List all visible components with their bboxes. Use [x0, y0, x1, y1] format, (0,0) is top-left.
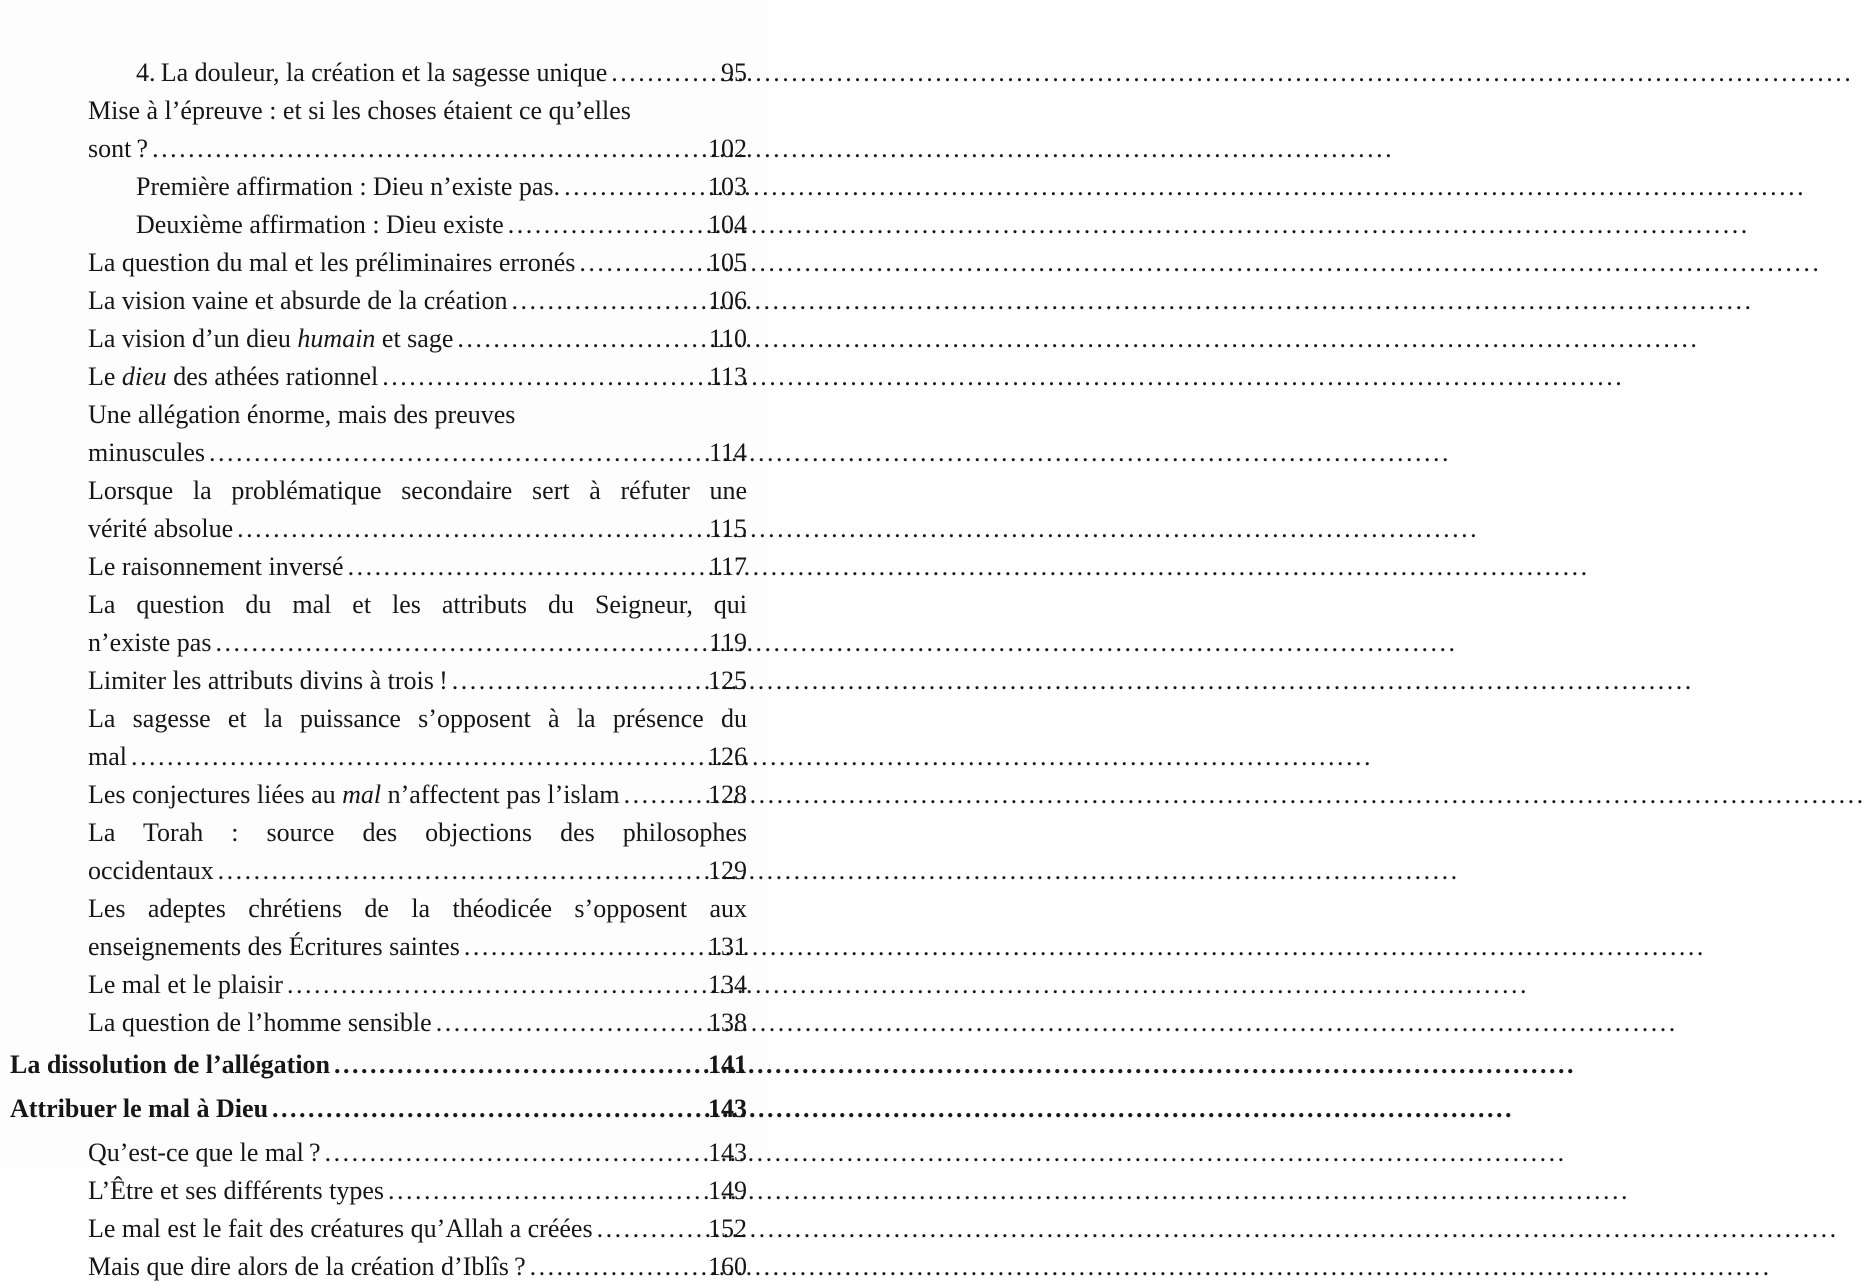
- page-number: 134: [708, 970, 747, 999]
- dot-leader: [564, 168, 708, 206]
- toc-entry-line: [88, 852, 747, 890]
- toc-entry-text: [88, 852, 214, 890]
- toc-entry-line: [88, 358, 747, 396]
- page-number: 95: [721, 58, 747, 87]
- toc-entry-text: [88, 400, 515, 429]
- page-number: 152: [708, 1214, 747, 1243]
- toc-entry: [88, 966, 747, 1004]
- toc-entry-line: [136, 206, 747, 244]
- dot-leader: [131, 738, 708, 776]
- page-number: 105: [708, 248, 747, 277]
- toc-entry: [88, 1248, 747, 1286]
- toc-entry-text-segment: Lorsque la problématique secondaire sert à réfuter une: [88, 476, 747, 505]
- toc-entry: [88, 358, 747, 396]
- toc-entry-text-segment: La Torah : source des objections des philosophes: [88, 818, 747, 847]
- toc-entry-text: [88, 1004, 432, 1042]
- page-number: 106: [708, 286, 747, 315]
- dot-leader: [209, 434, 709, 472]
- dot-leader: [530, 1248, 708, 1286]
- toc-entry-text-segment: La question du mal et les attributs du Seigneur, qui: [88, 590, 747, 619]
- toc-entry-text-italic: dieu: [121, 362, 167, 391]
- dot-leader: [325, 1134, 708, 1172]
- toc-entry-text-segment: vérité absolue: [88, 514, 234, 543]
- toc-entry-line: [10, 1046, 747, 1084]
- dot-leader: [382, 358, 709, 396]
- page-number: 117: [708, 552, 747, 581]
- toc-entry-text: [88, 96, 631, 125]
- dot-leader: [508, 206, 708, 244]
- toc-entry: [88, 282, 747, 320]
- dot-leader: [348, 548, 709, 586]
- dot-leader: [436, 1004, 708, 1042]
- toc-entry-text-segment: Limiter les attributs divins à trois !: [88, 666, 448, 695]
- toc-entry-text: [88, 738, 127, 776]
- page-number: 138: [708, 1008, 747, 1037]
- toc-entry-text-segment: n’affectent pas l’islam: [381, 780, 620, 809]
- toc-entry-text: [136, 206, 504, 244]
- page-number: 119: [708, 628, 747, 657]
- page-number: 128: [708, 780, 747, 809]
- toc-entry-text: [88, 1210, 593, 1248]
- toc-entry-text: [88, 244, 575, 282]
- toc-entry-line: [88, 434, 747, 472]
- toc-entry-line: [88, 776, 747, 814]
- toc-entry: [136, 54, 747, 92]
- dot-leader: [215, 624, 708, 662]
- toc-entry-text-segment: Le: [88, 362, 122, 391]
- toc-entry-text-segment: Attribuer le mal à Dieu: [10, 1094, 269, 1123]
- dot-leader: [388, 1172, 708, 1210]
- toc-entry-text-segment: minuscules: [88, 438, 205, 467]
- page-number: 126: [708, 742, 747, 771]
- dot-leader: [237, 510, 709, 548]
- toc-entry-text-segment: Les adeptes chrétiens de la théodicée s’opposent aux: [88, 894, 747, 923]
- toc-entry-line: [88, 1004, 747, 1042]
- toc-entry: [88, 1172, 747, 1210]
- toc-entry: [88, 586, 747, 662]
- toc-entry: [88, 396, 747, 472]
- toc-entry-line: [88, 738, 747, 776]
- toc-entry-line: [88, 510, 747, 548]
- dot-leader: [624, 776, 708, 814]
- page-number: 149: [708, 1176, 747, 1205]
- toc-entry: [136, 206, 747, 244]
- toc-entry: [88, 472, 747, 548]
- toc-entry-text: [136, 168, 560, 206]
- toc-entry-text-italic: mal: [342, 780, 382, 809]
- dot-leader: [457, 320, 709, 358]
- toc-entry-line: [88, 396, 747, 434]
- toc-entry-line: [88, 928, 747, 966]
- toc-entry-text-segment: Mais que dire alors de la création d’Iblîs ?: [88, 1252, 526, 1281]
- page-number: 160: [708, 1252, 747, 1281]
- toc-entry-line: [88, 662, 747, 700]
- toc-entry-line: [88, 1134, 747, 1172]
- dot-leader: [511, 282, 708, 320]
- toc-entry-text: [88, 662, 448, 700]
- page-number: 141: [708, 1050, 747, 1079]
- toc-entry: [10, 1046, 747, 1084]
- toc-entry-text-segment: Qu’est-ce que le mal ?: [88, 1138, 321, 1167]
- toc-entry-text: [88, 358, 378, 396]
- toc-entry: [136, 168, 747, 206]
- toc-entry-line: [88, 1210, 747, 1248]
- toc-entry-line: [88, 130, 747, 168]
- toc-entry-line: [88, 244, 747, 282]
- toc-entry-text: [88, 966, 283, 1004]
- toc-entry-text-segment: La question du mal et les préliminaires erronés: [88, 248, 576, 277]
- dot-leader: [464, 928, 708, 966]
- dot-leader: [272, 1090, 708, 1128]
- page-number: 131: [708, 932, 747, 961]
- toc-entry: [88, 92, 747, 168]
- page-number: 129: [708, 856, 747, 885]
- toc-entry-text-segment: L’Être et ses différents types: [88, 1176, 385, 1205]
- toc-entry-text: [136, 54, 607, 92]
- toc-entry-text: [88, 320, 453, 358]
- toc-entry: [88, 1210, 747, 1248]
- page-number: 143: [708, 1094, 747, 1123]
- page-number: 143: [708, 1138, 747, 1167]
- toc-entry-text-segment: La sagesse et la puissance s’opposent à la présence du: [88, 704, 747, 733]
- toc-entry: [88, 890, 747, 966]
- toc-entry: [88, 814, 747, 890]
- page-number: 113: [708, 362, 747, 391]
- toc-entry-text: [10, 1046, 330, 1084]
- toc-entry-line: [88, 814, 747, 852]
- toc-entry-text-segment: La vision d’un dieu: [88, 324, 298, 353]
- toc-entry: [88, 1134, 747, 1172]
- page-number: 115: [708, 514, 747, 543]
- page-number: 103: [708, 172, 747, 201]
- toc-entry-text-segment: Le raisonnement inversé: [88, 552, 344, 581]
- toc-entry: [88, 700, 747, 776]
- toc-entry-text: [88, 1248, 526, 1286]
- toc-entry-line: [88, 586, 747, 624]
- toc-entry-line: [88, 890, 747, 928]
- toc-entry-text-segment: mal: [88, 742, 127, 771]
- page-number: 125: [708, 666, 747, 695]
- toc-entry-text-segment: Le mal et le plaisir: [88, 970, 283, 999]
- toc-entry-text: [88, 776, 620, 814]
- toc-entry-text-segment: n’existe pas: [88, 628, 212, 657]
- toc-entry-line: [136, 168, 747, 206]
- dot-leader: [597, 1210, 708, 1248]
- toc-entry-text-segment: Une allégation énorme, mais des preuves: [88, 400, 516, 429]
- toc-entry-text: [88, 282, 507, 320]
- toc-entry-line: [88, 1172, 747, 1210]
- toc-entry-line: [88, 700, 747, 738]
- toc-entry: [10, 1090, 747, 1128]
- toc-entry-text: [88, 818, 747, 847]
- toc-entry-text: [88, 624, 211, 662]
- toc-entry-text-segment: et sage: [375, 324, 454, 353]
- toc-entry: [88, 320, 747, 358]
- dot-leader: [452, 662, 708, 700]
- page-number: 110: [708, 324, 747, 353]
- toc-entry-line: [10, 1090, 747, 1128]
- toc-entry: [88, 662, 747, 700]
- dot-leader: [611, 54, 721, 92]
- toc-entry-text-segment: sont ?: [88, 134, 149, 163]
- toc-entry-text-segment: Deuxième affirmation : Dieu existe: [136, 210, 504, 239]
- dot-leader: [152, 130, 708, 168]
- page-number: 114: [708, 438, 747, 467]
- toc-entry-line: [88, 624, 747, 662]
- toc-entry-text-segment: des athées rationnel: [166, 362, 379, 391]
- toc-entry-text: [88, 476, 747, 505]
- toc-entry-text: [88, 1134, 321, 1172]
- toc-entry-text-segment: La dissolution de l’allégation: [10, 1050, 330, 1079]
- toc-entry-text: [88, 548, 344, 586]
- dot-leader: [218, 852, 708, 890]
- toc-entry-line: [88, 966, 747, 1004]
- toc-entry-text-segment: occidentaux: [88, 856, 214, 885]
- toc-entry-line: [88, 320, 747, 358]
- toc-entry-text-italic: humain: [297, 324, 376, 353]
- toc-entry-text: [88, 894, 747, 923]
- toc-entry-text-segment: Les conjectures liées au: [88, 780, 343, 809]
- toc-entry: [88, 776, 747, 814]
- toc-entry-line: [88, 282, 747, 320]
- dot-leader: [287, 966, 708, 1004]
- toc-entry-text-segment: Mise à l’épreuve : et si les choses étaient ce qu’elles: [88, 96, 631, 125]
- toc-entry-text-segment: Première affirmation : Dieu n’existe pas.: [136, 172, 561, 201]
- toc-entry-text: [88, 1172, 384, 1210]
- toc-entry-text-segment: Le mal est le fait des créatures qu’Allah a créées: [88, 1214, 593, 1243]
- toc-entry-text: [10, 1090, 268, 1128]
- toc-entry-text-segment: enseignements des Écritures saintes: [88, 932, 460, 961]
- toc-page: [0, 0, 768, 1281]
- toc-entry-line: [88, 548, 747, 586]
- dot-leader: [579, 244, 708, 282]
- page-number: 102: [708, 134, 747, 163]
- toc-entry-line: [88, 1248, 747, 1286]
- toc-entry-list: [0, 54, 747, 1286]
- toc-entry-line: [88, 92, 747, 130]
- toc-entry-text: [88, 130, 148, 168]
- toc-entry: [88, 244, 747, 282]
- toc-entry-text-segment: La question de l’homme sensible: [88, 1008, 432, 1037]
- toc-entry-text: [88, 928, 460, 966]
- toc-entry-line: [88, 472, 747, 510]
- page-number: 104: [708, 210, 747, 239]
- dot-leader: [334, 1046, 708, 1084]
- toc-entry: [88, 1004, 747, 1042]
- toc-entry-line: [136, 54, 747, 92]
- toc-entry-text: [88, 510, 233, 548]
- toc-entry-text: [88, 704, 747, 733]
- toc-entry: [88, 548, 747, 586]
- toc-entry-text: [88, 434, 205, 472]
- toc-entry-text: [88, 590, 747, 619]
- toc-entry-text-segment: La vision vaine et absurde de la création: [88, 286, 508, 315]
- toc-entry-text-segment: 4. La douleur, la création et la sagesse unique: [136, 58, 608, 87]
